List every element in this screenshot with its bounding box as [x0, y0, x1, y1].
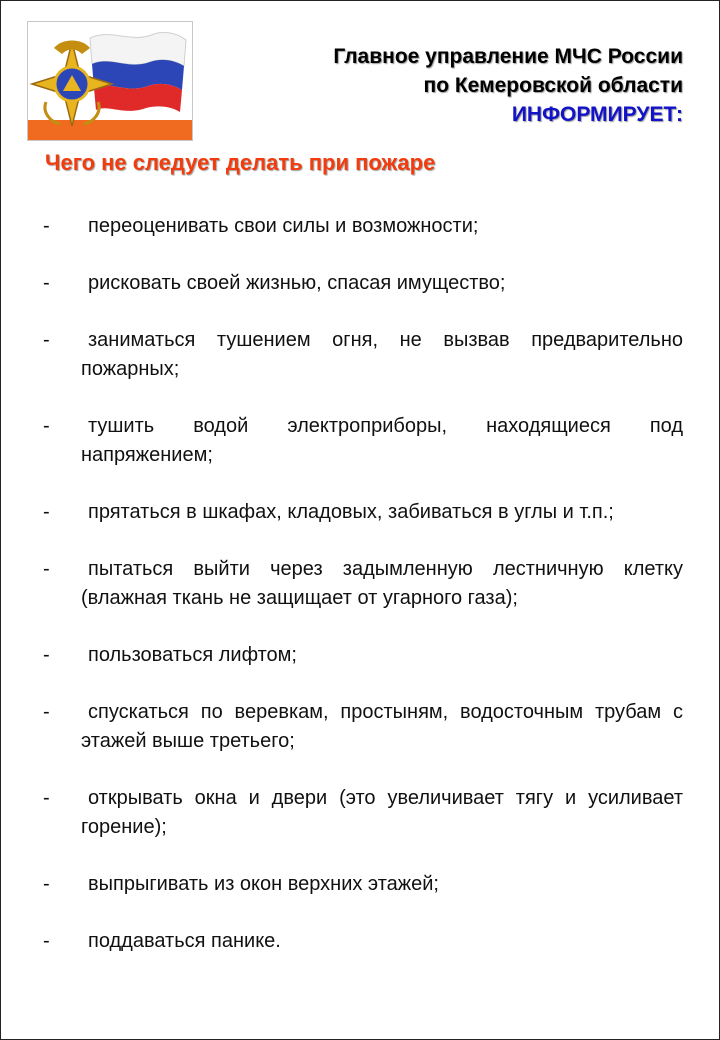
list-item	[43, 212, 683, 241]
list-dash: -	[43, 272, 50, 294]
list-item-text: тушить водой электроприборы, находящиеся под напряжением;	[81, 415, 683, 466]
list-item-text: заниматься тушением огня, не вызвав предварительно пожарных;	[81, 329, 683, 380]
list-item	[43, 641, 683, 670]
list-item	[43, 269, 683, 298]
list-item	[43, 412, 683, 470]
header-line-1: Главное управление МЧС России	[333, 45, 683, 68]
emercom-logo-icon	[27, 21, 193, 141]
list-dash: -	[43, 873, 50, 895]
section-title: Чего не следует делать при пожаре	[45, 150, 436, 175]
list-dash: -	[43, 501, 50, 523]
header-line-2: по Кемеровской области	[423, 74, 683, 97]
list-dash: -	[43, 644, 50, 666]
list-item-text: поддаваться панике.	[88, 930, 281, 952]
list-item-text: открывать окна и двери (это увеличивает тягу и усиливает горение);	[81, 787, 683, 838]
list-item	[43, 870, 683, 899]
list-dash: -	[43, 215, 50, 237]
header-informs: ИНФОРМИРУЕТ:	[511, 103, 683, 126]
list-item	[43, 698, 683, 756]
list-item	[43, 927, 683, 956]
list-item-text: пытаться выйти через задымленную лестничную клетку (влажная ткань не защищает от угарного газа);	[81, 558, 683, 609]
list-item-text: пользоваться лифтом;	[88, 644, 297, 666]
list-item-text: спускаться по веревкам, простыням, водосточным трубам с этажей выше третьего;	[81, 701, 683, 752]
list-item	[43, 326, 683, 384]
list-dash: -	[43, 701, 50, 723]
list-item	[43, 498, 683, 527]
list-item-text: рисковать своей жизнью, спасая имущество;	[88, 272, 506, 294]
list-dash: -	[43, 930, 50, 952]
list-item	[43, 784, 683, 842]
organization-header	[333, 42, 683, 129]
list-item-text: переоценивать свои силы и возможности;	[88, 215, 479, 237]
list-item-text: выпрыгивать из окон верхних этажей;	[88, 873, 439, 895]
list-item	[43, 555, 683, 613]
list-dash: -	[43, 415, 50, 437]
list-dash: -	[43, 787, 50, 809]
list-item-text: прятаться в шкафах, кладовых, забиваться в углы и т.п.;	[88, 501, 614, 523]
rules-list	[43, 212, 683, 984]
list-dash: -	[43, 558, 50, 580]
list-dash: -	[43, 329, 50, 351]
